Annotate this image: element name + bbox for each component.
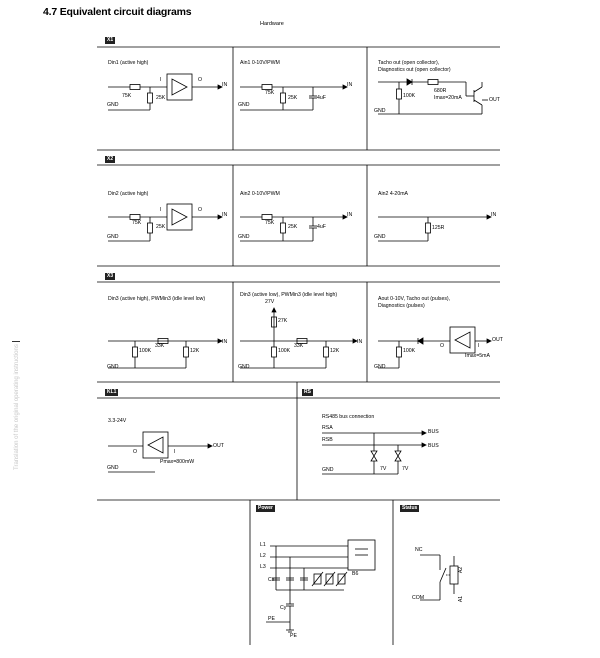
din3a-r2: 100K <box>139 348 152 354</box>
rs485-title: RS485 bus connection <box>322 414 375 420</box>
din1-r1: 75K <box>122 93 132 99</box>
ain1-title: Ain1 0-10V/PWM <box>240 60 280 66</box>
tacho-title: Tacho out (open collector), <box>378 60 440 66</box>
ain1-c: 4uF <box>317 95 326 101</box>
vout-circuit <box>108 432 212 472</box>
din3b-gnd: GND <box>238 364 250 370</box>
ain2ma-gnd: GND <box>374 234 386 240</box>
badge-rs: RS <box>304 389 311 395</box>
aout-imax: Imax=5mA <box>465 353 490 359</box>
badge-status: Status <box>402 505 418 511</box>
ain1-r1: 75K <box>265 90 275 96</box>
rs485-gnd: GND <box>322 467 334 473</box>
badge-x3: X3 <box>107 273 114 279</box>
page-subtitle: Hardware <box>260 21 284 27</box>
din2-node: I <box>160 207 162 213</box>
din3a-circuit <box>108 339 222 369</box>
ain2ma-arrow: IN <box>491 212 497 218</box>
power-l2: L2 <box>260 553 266 559</box>
ain2ma-r1: 125R <box>432 225 445 231</box>
aout-out: OUT <box>492 337 503 343</box>
aout-circuit <box>378 327 491 368</box>
status-com: COM <box>412 595 425 601</box>
din3b-r0: 27K <box>278 318 288 324</box>
power-cy: Cy <box>280 605 287 611</box>
ain2-gnd: GND <box>238 234 250 240</box>
rs485-z1: 7V <box>380 466 387 472</box>
ain1-arrow: IN <box>347 82 353 88</box>
din3b-arrow: IN <box>357 339 363 345</box>
rs485-rsb: RSB <box>322 437 333 443</box>
din3b-v: 27V <box>265 299 275 305</box>
ain1-gnd: GND <box>238 102 250 108</box>
status-circuit <box>420 555 458 600</box>
badge-kl1: KL1 <box>107 389 117 395</box>
vout-node2: I <box>174 449 176 455</box>
power-pe2: PE <box>290 633 297 639</box>
din3b-circuit <box>240 308 357 368</box>
ain2-r2: 25K <box>288 224 298 230</box>
din3b-r3: 12K <box>330 348 340 354</box>
vout-out: OUT <box>213 443 224 449</box>
ain1-circuit <box>240 85 347 111</box>
aout-title2: Diagnostics (pulses) <box>378 303 425 309</box>
page-title: 4.7 Equivalent circuit diagrams <box>43 6 192 18</box>
ain2-c: 4uF <box>317 224 326 230</box>
ain2ma-circuit <box>378 215 491 241</box>
rs485-circuit <box>322 431 426 474</box>
power-circuit <box>266 540 375 632</box>
din1-r2: 25K <box>156 95 166 101</box>
din2-title: Din2 (active high) <box>108 191 149 197</box>
tacho-gnd: GND <box>374 108 386 114</box>
aout-r1: 100K <box>403 348 416 354</box>
rs485-rsa: RSA <box>322 425 333 431</box>
din1-title: Din1 (active high) <box>108 60 149 66</box>
ain1-r2: 25K <box>288 95 298 101</box>
din1-circuit <box>108 74 222 110</box>
badge-x2: X2 <box>107 156 114 162</box>
tacho-imax: Imax=20mA <box>434 95 462 101</box>
tacho-out: OUT <box>489 97 500 103</box>
din3b-r1: 33K <box>294 343 304 349</box>
ain2-r1: 75K <box>265 220 275 226</box>
din2-out: O <box>198 207 203 213</box>
din1-node: I <box>160 77 162 83</box>
din2-circuit <box>108 204 222 241</box>
vout-title: 3.3-24V <box>108 418 127 424</box>
power-pe1: PE <box>268 616 275 622</box>
din3b-r2: 100K <box>278 348 291 354</box>
din3b-title: Din3 (active low), PWMin3 (idle level high) <box>240 292 338 298</box>
din1-gnd: GND <box>107 102 119 108</box>
tacho-circuit <box>378 79 488 114</box>
power-cx: Cx <box>268 577 275 583</box>
din1-arrow: IN <box>222 82 228 88</box>
status-a2: A2 <box>458 566 465 574</box>
sidebar-note: Translation of the original operating instructions <box>14 344 20 470</box>
aout-gnd: GND <box>374 364 386 370</box>
vout-gnd: GND <box>107 465 119 471</box>
din2-r1: 75K <box>132 220 142 226</box>
din3a-r3: 12K <box>190 348 200 354</box>
din1-out: O <box>198 77 203 83</box>
power-l1: L1 <box>260 542 266 548</box>
power-b6: B6 <box>352 571 359 577</box>
tacho-title2: Diagnostics out (open collector) <box>378 67 451 73</box>
ain2ma-title: Ain2 4-20mA <box>378 191 408 197</box>
ain2-arrow: IN <box>347 212 353 218</box>
din3a-gnd: GND <box>107 364 119 370</box>
aout-node2: I <box>478 343 480 349</box>
status-nc: NC <box>415 547 423 553</box>
din3a-title: Din3 (active high), PWMin3 (idle level low) <box>108 296 206 302</box>
din2-arrow: IN <box>222 212 228 218</box>
tacho-r1: 100K <box>403 93 416 99</box>
status-a1: A1 <box>458 595 465 603</box>
din3a-r1: 33K <box>155 343 165 349</box>
rs485-bus2: BUS <box>428 443 439 449</box>
badge-power: Power <box>258 505 274 511</box>
vout-pmax: Pmax=800mW <box>160 459 195 465</box>
aout-node: O <box>440 343 445 349</box>
ain2-title: Ain2 0-10V/PWM <box>240 191 280 197</box>
vout-node: O <box>133 449 138 455</box>
badge-x1: X1 <box>107 37 114 43</box>
din3a-arrow: IN <box>222 339 228 345</box>
aout-title: Aout 0-10V, Tacho out (pulses), <box>378 296 451 302</box>
rs485-z2: 7V <box>402 466 409 472</box>
din2-r2: 25K <box>156 224 166 230</box>
din2-gnd: GND <box>107 234 119 240</box>
ain2-circuit <box>240 215 347 242</box>
tacho-r2: 680R <box>434 88 447 94</box>
rs485-bus1: BUS <box>428 429 439 435</box>
power-l3: L3 <box>260 564 266 570</box>
